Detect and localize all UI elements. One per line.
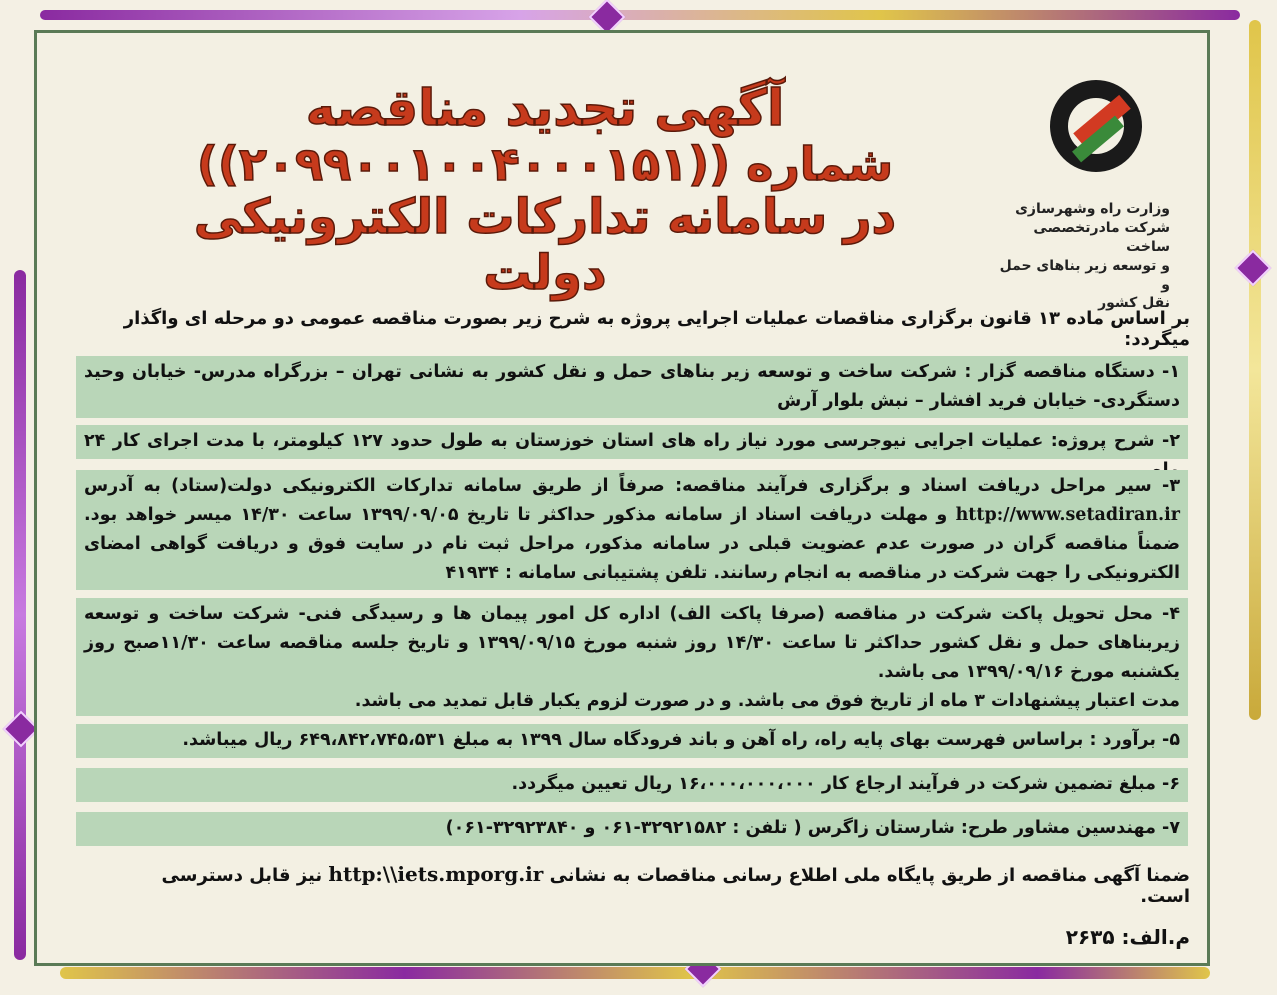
ministry-name: وزارت راه وشهرسازی شرکت مادرتخصصی ساخت و توسعه زیر بناهای حمل و نقل کشور <box>999 201 1170 312</box>
title-line-3: در سامانه تدارکات الکترونیکی دولت <box>193 189 897 301</box>
item-3: ۳- سیر مراحل دریافت اسناد و برگزاری فرآیند مناقصه: صرفاً از طریق سامانه تدارکات الکترونیکی دولت(ستاد) به آدرس http://www.setadiran.ir و مهلت دریافت اسناد از سامانه مذکور حداکثر تا تاریخ ۱۳۹۹/۰۹/۰۵ ساعت ۱۴/۳۰ میسر خواهد بود. ضمناً مناقصه گران در صورت عدم عضویت قبلی در سامانه مذکور، مراحل ثبت نام در سایت فوق و دریافت گواهی امضای الکترونیکی را جهت شرکت در مناقصه به انجام رسانند. تلفن پشتیبانی سامانه : ۴۱۹۳۴ <box>76 470 1188 590</box>
title-line-2: شماره ((۲۰۹۹۰۰۱۰۰۴۰۰۰۱۵۱)) <box>196 136 894 191</box>
frame-bottom <box>60 967 1210 979</box>
item-5: ۵- برآورد : براساس فهرست بهای پایه راه، راه آهن و باند فرودگاه سال ۱۳۹۹ به مبلغ ۶۴۹،۸۴۲،۷۴۵،۵۳۱ ریال میباشد. <box>76 724 1188 758</box>
frame-diamond-icon <box>1235 250 1272 287</box>
item-4: ۴- محل تحویل پاکت شرکت در مناقصه (صرفا پاکت الف) اداره کل امور پیمان ها و رسیدگی فنی- شرکت ساخت و توسعه زیربناهای حمل و نقل کشور حداکثر تا ساعت ۱۴/۳۰ روز شنبه مورخ ۱۳۹۹/۰۹/۱۵ و تاریخ جلسه مناقصه ساعت ۱۱/۳۰صبح روز یکشنبه مورخ ۱۳۹۹/۰۹/۱۶ می باشد. مدت اعتبار پیشنهادات ۳ ماه از تاریخ فوق می باشد. و در صورت لزوم یکبار قابل تمدید می باشد. <box>76 598 1188 716</box>
ministry-logo-icon <box>1050 80 1142 172</box>
item-2: ۲- شرح پروژه: عملیات اجرایی نیوجرسی مورد نیاز راه های استان خوزستان به طول حدود ۱۲۷ کیلومتر، با مدت اجرای کار ۲۴ <box>76 425 1188 459</box>
intro-text: بر اساس ماده ۱۳ قانون برگزاری مناقصات عملیات اجرایی پروژه به شرح زیر بصورت مناقصه عمومی دو مرحله ای واگذار میگردد: <box>123 308 1190 350</box>
notice-code: م.الف: ۲۶۳۵ <box>1065 925 1190 949</box>
title-line-1: آگهی تجدید مناقصه <box>305 79 785 137</box>
item-1: ۱- دستگاه مناقصه گزار : شرکت ساخت و توسعه زیر بناهای حمل و نقل کشور به نشانی تهران – بزرگراه مدرس- خیابان وحید دستگردی- خیابان فرید افشار – نبش بلوار آرش <box>76 356 1188 418</box>
frame-top <box>40 10 1240 20</box>
item-7: ۷- مهندسین مشاور طرح: شارستان زاگرس ( تلفن : ۳۲۹۲۱۵۸۲-۰۶۱ و ۳۲۹۲۳۸۴۰-۰۶۱) <box>76 812 1188 846</box>
notice-title <box>150 80 940 301</box>
setad-link[interactable]: http://www.setadiran.ir <box>955 505 1180 525</box>
frame-left <box>14 270 26 960</box>
iets-link[interactable]: http:\\iets.mporg.ir <box>328 862 544 886</box>
footer-note: ضمنا آگهی مناقصه از طریق پایگاه ملی اطلاع رسانی مناقصات به نشانی http:\\iets.mporg.ir نیز قابل دسترسی است. <box>161 862 1190 907</box>
item-6: ۶- مبلغ تضمین شرکت در فرآیند ارجاع کار ۱۶،۰۰۰،۰۰۰،۰۰۰ ریال تعیین میگردد. <box>76 768 1188 802</box>
frame-right <box>1249 20 1261 720</box>
